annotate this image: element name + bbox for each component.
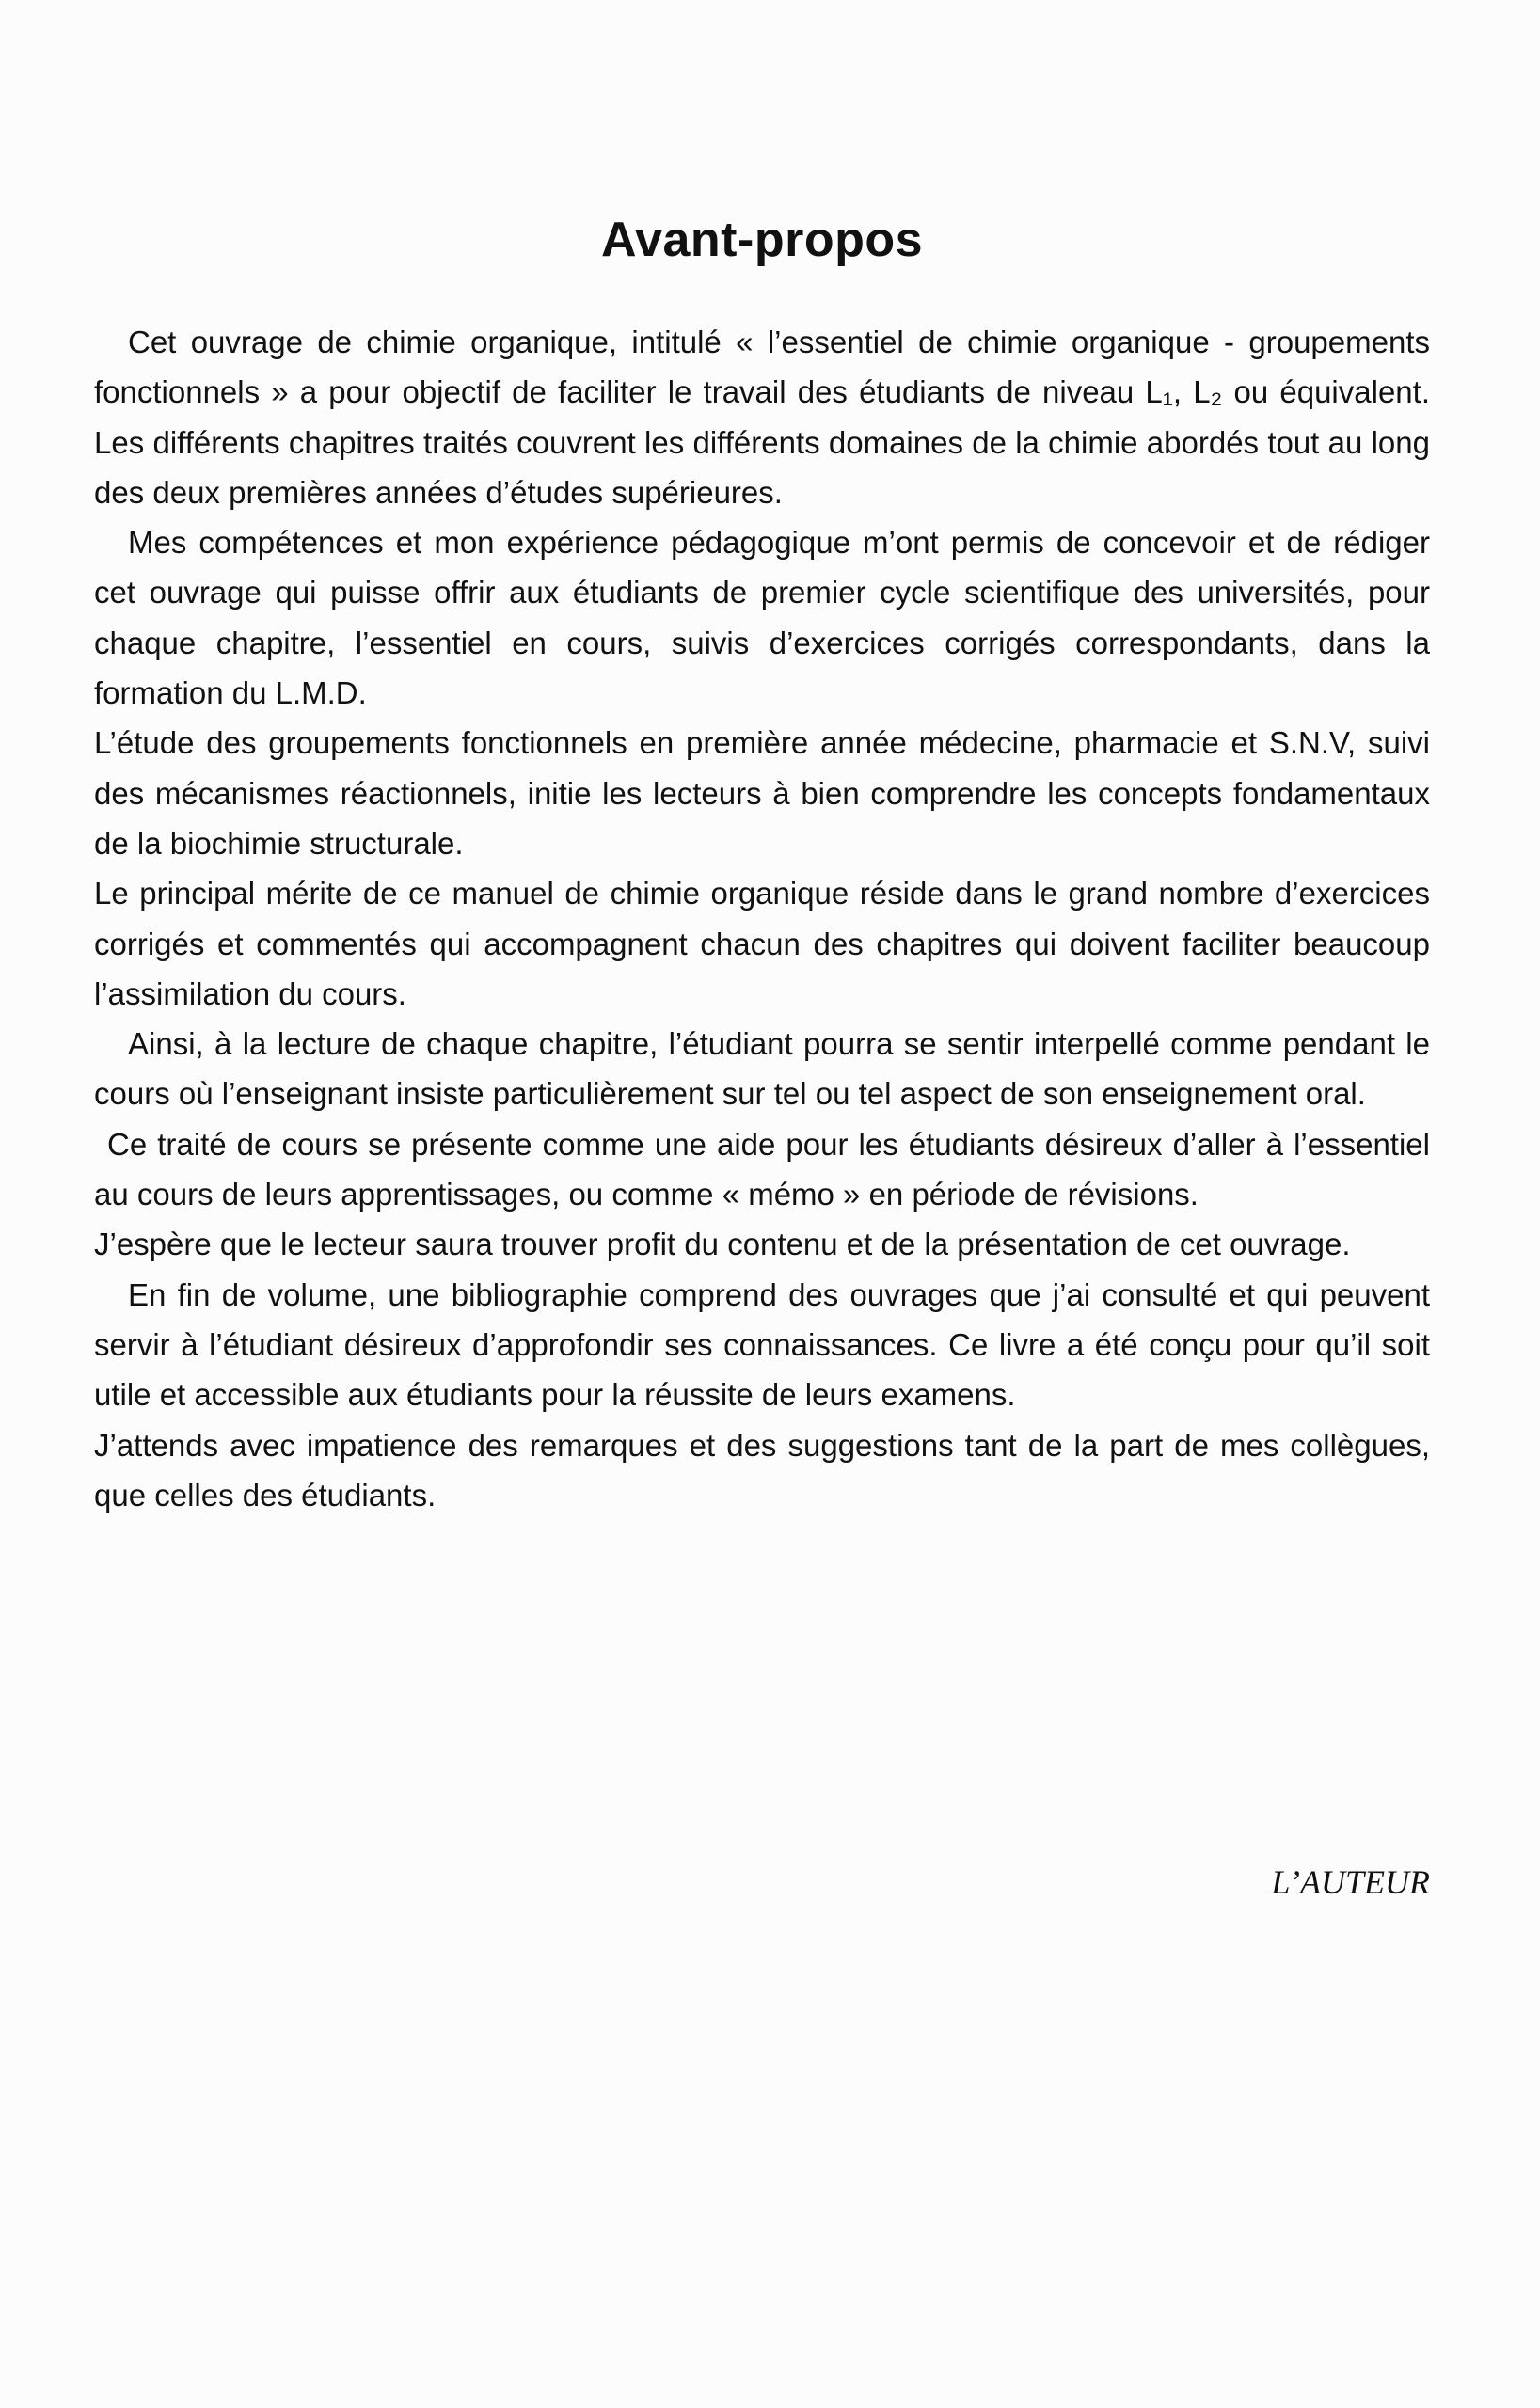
paragraph-groupements: L’étude des groupements fonctionnels en première année médecine, pharmacie et S.N.V, suivi des mécanismes réactionnels, initie les lecteurs à bien comprendre les concepts fondamentaux de la biochimie structurale. bbox=[94, 725, 1430, 861]
paragraph-merite: Le principal mérite de ce manuel de chimie organique réside dans le grand nombre d’exercices corrigés et commentés qui accompagnent chacun des chapitres qui doivent faciliter beaucoup l’assimilation du cours. bbox=[94, 876, 1430, 1011]
paragraph-remarques: J’attends avec impatience des remarques et des suggestions tant de la part de mes collègues, que celles des étudiants. bbox=[94, 1427, 1430, 1513]
paragraph-espoir: J’espère que le lecteur saura trouver profit du contenu et de la présentation de cet ouvrage. bbox=[94, 1227, 1351, 1262]
paragraph-lecture: Ainsi, à la lecture de chaque chapitre, l’étudiant pourra se sentir interpellé comme pendant le cours où l’enseignant insiste particulièrement sur tel ou tel aspect de son enseignement oral. bbox=[94, 1026, 1430, 1112]
paragraph-objective: Cet ouvrage de chimie organique, intitulé « l’essentiel de chimie organique - groupements fonctionnels » a pour objectif de faciliter le travail des étudiants de niveau L₁, L₂ ou équivalent. Les différents chapitres traités couvrent les différents domaines de la chimie abordés tout au long des deux premières années d’études supérieures. bbox=[94, 325, 1430, 510]
paragraph-competences: Mes compétences et mon expérience pédagogique m’ont permis de concevoir et de rédiger cet ouvrage qui puisse offrir aux étudiants de premier cycle scientifique des universités, pour chaque chapitre, l’essentiel en cours, suivis d’exercices corrigés correspondants, dans la formation du L.M.D. bbox=[94, 525, 1430, 711]
body-text bbox=[94, 317, 1430, 1520]
author-signature: L’AUTEUR bbox=[1271, 1863, 1430, 1901]
paragraph-traite: Ce traité de cours se présente comme une aide pour les étudiants désireux d’aller à l’essentiel au cours de leurs apprentissages, ou comme « mémo » en période de révisions. bbox=[94, 1126, 1430, 1212]
page-title: Avant-propos bbox=[600, 213, 924, 267]
paragraph-bibliographie: En fin de volume, une bibliographie comprend des ouvrages que j’ai consulté et qui peuvent servir à l’étudiant désireux d’approfondir ses connaissances. Ce livre a été conçu pour qu’il soit utile et accessible aux étudiants pour la réussite de leurs examens. bbox=[94, 1276, 1430, 1413]
